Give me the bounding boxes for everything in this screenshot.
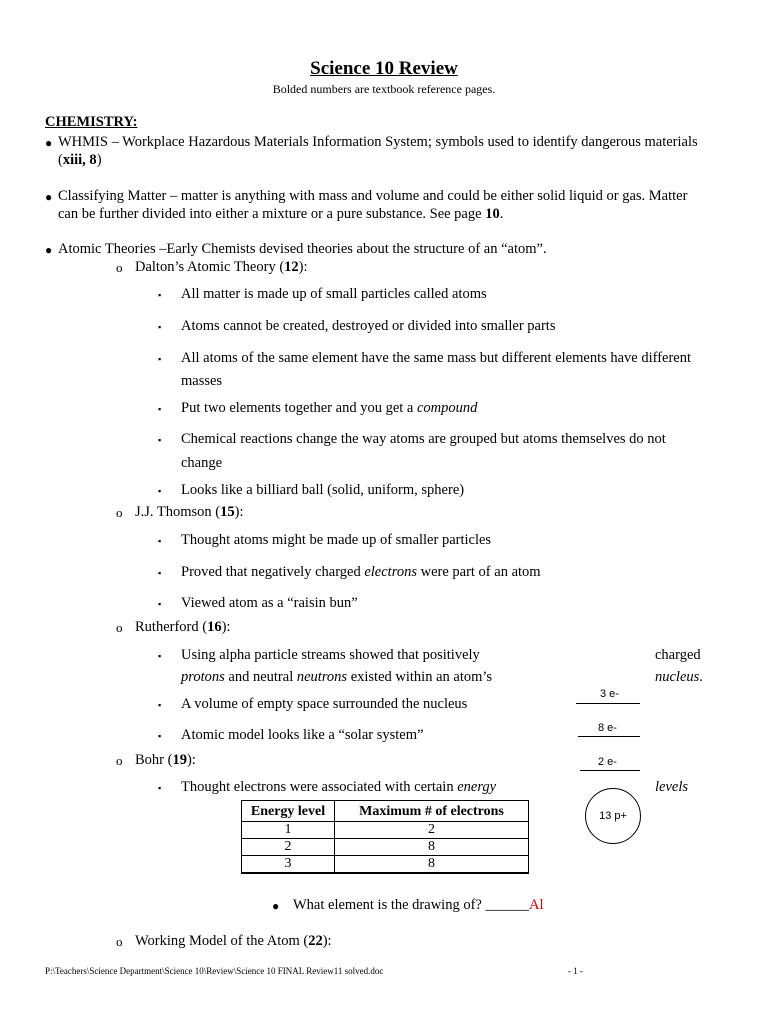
- rutherford-point-1a-end: charged: [655, 647, 701, 663]
- dalton-point-2: Atoms cannot be created, destroyed or divided into smaller parts: [181, 318, 556, 334]
- table-header-row: [242, 801, 529, 822]
- table-header-cell: Energy level: [242, 801, 335, 822]
- square-bullet-icon: ▪: [158, 435, 162, 445]
- square-bullet-icon: ▪: [158, 290, 162, 300]
- element-answer: Al: [528, 897, 544, 913]
- footer-file-path: P:\Teachers\Science Department\Science 10\Review\Science 10 FINAL Review11 solved.doc: [45, 966, 384, 976]
- circle-bullet-icon: o: [116, 505, 123, 520]
- rutherford-point-1a: Using alpha particle streams showed that positively: [181, 647, 480, 663]
- nucleus-circle: [585, 788, 641, 844]
- square-bullet-icon: ▪: [158, 731, 162, 741]
- dalton-point-1: All matter is made up of small particles called atoms: [181, 286, 487, 302]
- rutherford-point-1b-end: nucleus.: [655, 669, 703, 685]
- shell-line-inner: [580, 770, 640, 771]
- circle-bullet-icon: o: [116, 934, 123, 949]
- rutherford-heading: Rutherford (16):: [135, 619, 231, 635]
- square-bullet-icon: ▪: [158, 568, 162, 578]
- atomic-theories-intro: Atomic Theories –Early Chemists devised theories about the structure of an “atom”.: [58, 241, 547, 257]
- dalton-point-5b: change: [181, 455, 223, 471]
- classifying-page-ref: 10: [485, 206, 500, 222]
- dalton-point-4: Put two elements together and you get a compound: [181, 400, 478, 416]
- square-bullet-icon: ▪: [158, 783, 162, 793]
- whmis-line-1: WHMIS – Workplace Hazardous Materials Information System; symbols used to identify dangerous materials: [58, 134, 698, 150]
- dalton-point-3a: All atoms of the same element have the same mass but different elements have different: [181, 350, 692, 366]
- square-bullet-icon: ▪: [158, 536, 162, 546]
- bohr-heading: Bohr (19):: [135, 752, 196, 768]
- whmis-page-ref: xiii, 8: [62, 152, 97, 168]
- thomson-heading: J.J. Thomson (15):: [135, 504, 244, 520]
- table-cell: 2: [335, 822, 529, 839]
- dalton-point-5a: Chemical reactions change the way atoms are grouped but atoms themselves do not: [181, 431, 666, 447]
- bohr-point-1: Thought electrons were associated with certain energy: [181, 779, 497, 795]
- dalton-heading: Dalton’s Atomic Theory (12):: [135, 259, 308, 275]
- table-row: [242, 856, 529, 874]
- table-cell: 8: [335, 839, 529, 856]
- document-subtitle: Bolded numbers are textbook reference pages.: [272, 82, 496, 96]
- working-model-heading: Working Model of the Atom (22):: [135, 933, 332, 949]
- section-heading-chemistry: CHEMISTRY:: [45, 114, 138, 130]
- rutherford-point-2: A volume of empty space surrounded the nucleus: [181, 696, 468, 712]
- square-bullet-icon: ▪: [158, 404, 162, 414]
- whmis-line-2: (xiii, 8): [58, 152, 102, 168]
- document-title: Science 10 Review: [310, 58, 458, 79]
- footer-page-number: - 1 -: [568, 966, 583, 976]
- circle-bullet-icon: o: [116, 753, 123, 768]
- shell-line-outer: [576, 703, 640, 704]
- rutherford-point-1b: protons and neutral neutrons existed within an atom’s: [181, 669, 493, 685]
- table-cell: 8: [335, 856, 529, 874]
- square-bullet-icon: ▪: [158, 700, 162, 710]
- thomson-point-1: Thought atoms might be made up of smaller particles: [181, 532, 492, 548]
- element-question: What element is the drawing of? ______Al: [293, 897, 544, 913]
- bullet-dot-icon: ●: [272, 899, 280, 913]
- bullet-dot-icon: ●: [45, 136, 53, 150]
- table-cell: 1: [242, 822, 335, 839]
- energy-level-table: [241, 800, 529, 874]
- square-bullet-icon: ▪: [158, 322, 162, 332]
- bohr-point-1-end: levels: [655, 779, 689, 795]
- table-cell: 3: [242, 856, 335, 874]
- square-bullet-icon: ▪: [158, 486, 162, 496]
- shell-label-inner: 2 e-: [598, 756, 617, 768]
- square-bullet-icon: ▪: [158, 599, 162, 609]
- classifying-line-1: Classifying Matter – matter is anything with mass and volume and could be either solid liquid or gas. Matter: [58, 188, 688, 204]
- table-cell: 2: [242, 839, 335, 856]
- bullet-dot-icon: ●: [45, 190, 53, 204]
- rutherford-point-3: Atomic model looks like a “solar system”: [181, 727, 424, 743]
- square-bullet-icon: ▪: [158, 651, 162, 661]
- table-row: [242, 839, 529, 856]
- circle-bullet-icon: o: [116, 260, 123, 275]
- thomson-point-3: Viewed atom as a “raisin bun”: [181, 595, 358, 611]
- table-header-cell: Maximum # of electrons: [335, 801, 529, 822]
- circle-bullet-icon: o: [116, 620, 123, 635]
- shell-line-middle: [578, 736, 640, 737]
- shell-label-middle: 8 e-: [598, 722, 617, 734]
- classifying-line-2: can be further divided into either a mixture or a pure substance. See page 10.: [58, 206, 504, 222]
- bullet-dot-icon: ●: [45, 243, 53, 257]
- dalton-point-6: Looks like a billiard ball (solid, uniform, sphere): [181, 482, 465, 498]
- dalton-point-3b: masses: [181, 373, 223, 389]
- nucleus-label: 13 p+: [599, 810, 627, 822]
- table-row: [242, 822, 529, 839]
- thomson-point-2: Proved that negatively charged electrons were part of an atom: [181, 564, 541, 580]
- square-bullet-icon: ▪: [158, 354, 162, 364]
- shell-label-outer: 3 e-: [600, 688, 619, 700]
